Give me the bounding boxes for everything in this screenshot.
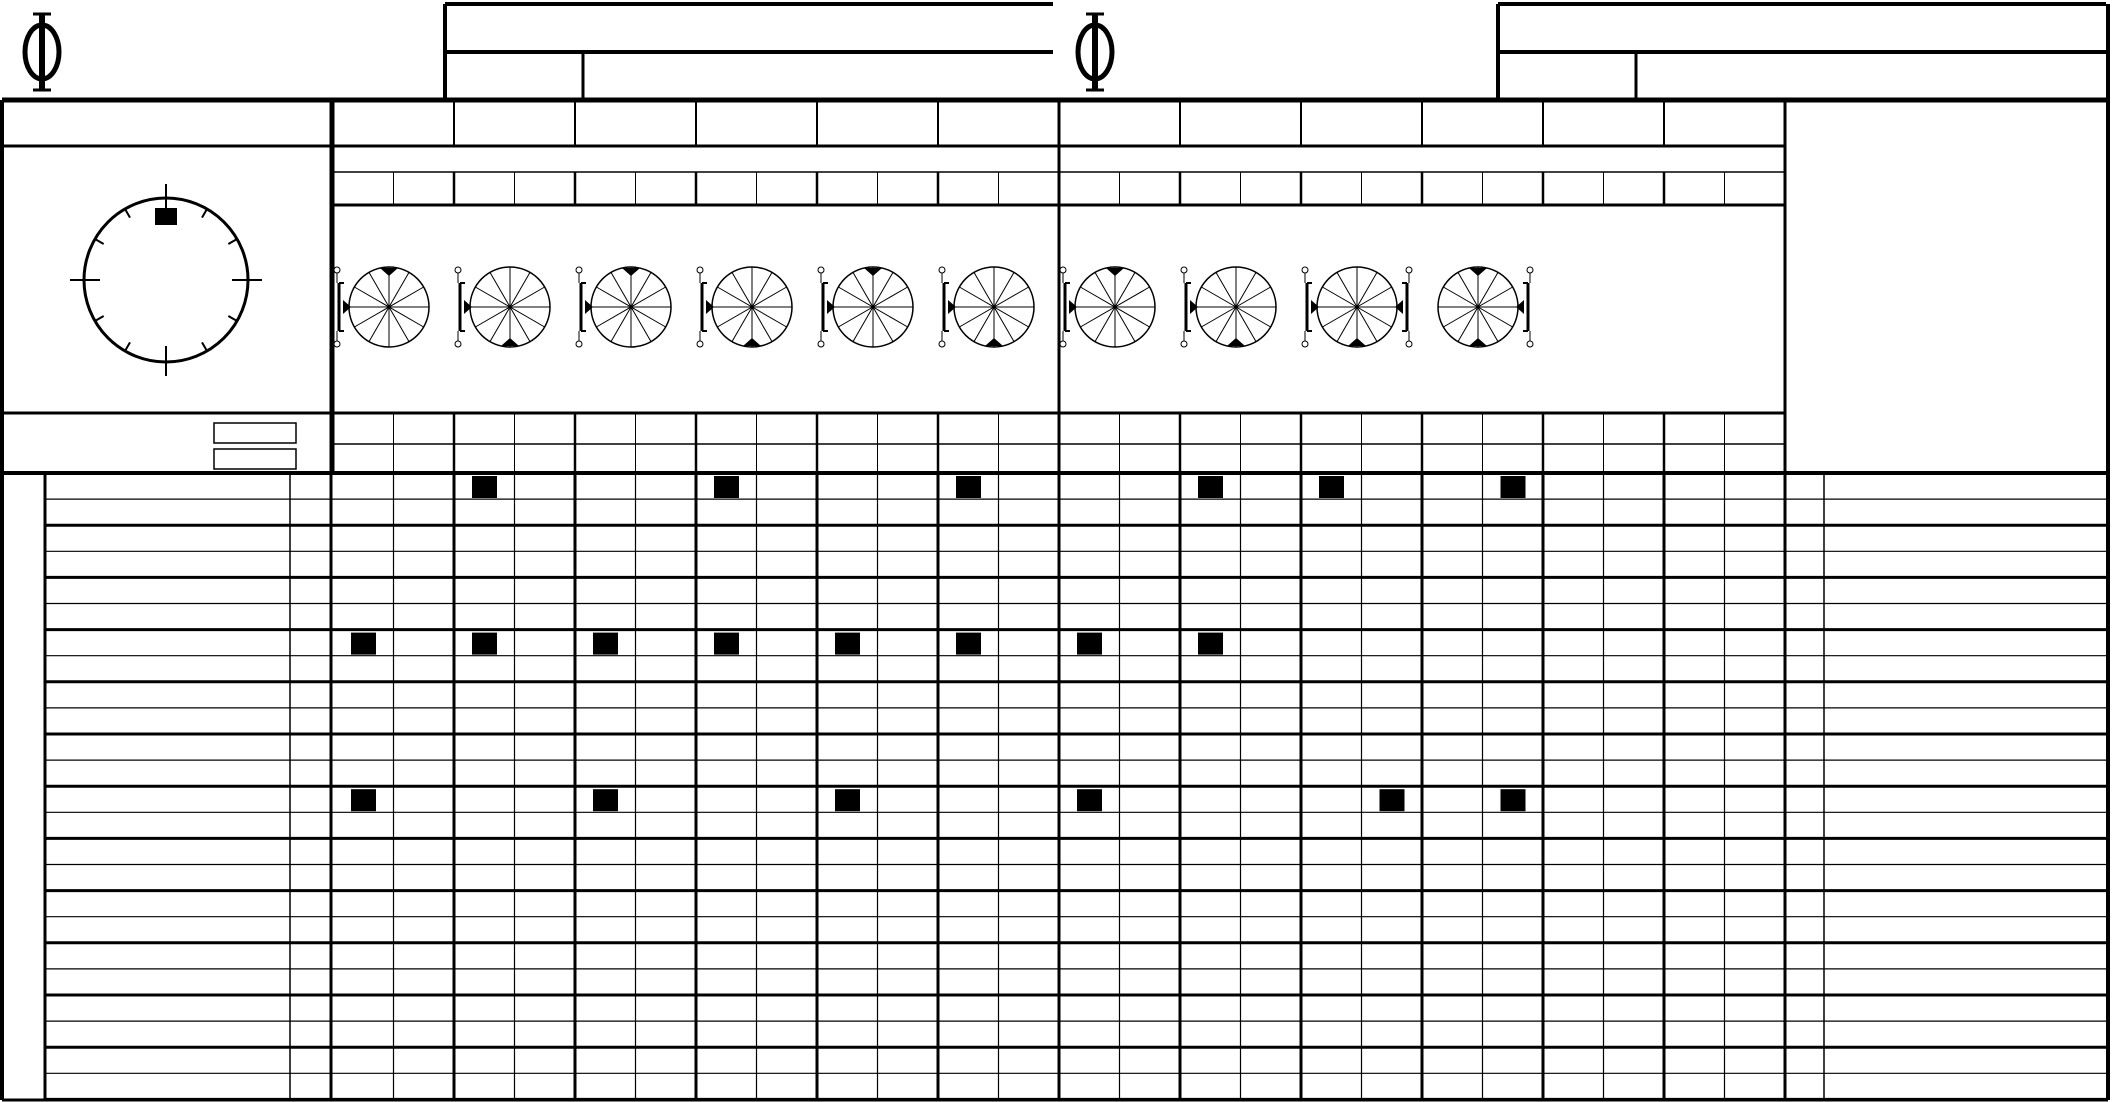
dial-tick	[228, 239, 237, 244]
closed-contact-mark	[714, 633, 739, 655]
terminal-point	[1406, 267, 1412, 273]
terminal-point	[455, 341, 461, 347]
closed-contact-mark	[956, 633, 981, 655]
terminal-point	[1060, 267, 1066, 273]
terminal-point	[1181, 267, 1187, 273]
kraus-naimer-logo	[25, 14, 59, 90]
terminal-point	[1181, 341, 1187, 347]
closed-contact-mark	[472, 633, 497, 655]
closed-contact-mark	[1380, 789, 1405, 811]
closed-contact-mark	[472, 476, 497, 498]
closed-contact-mark	[593, 789, 618, 811]
contact-diagram	[939, 267, 1034, 347]
contact-diagram	[334, 267, 429, 347]
contact-diagram	[1060, 267, 1155, 347]
terminal-point	[1406, 341, 1412, 347]
terminal-point	[818, 341, 824, 347]
closed-contact-mark	[1198, 476, 1223, 498]
contact-diagram	[697, 267, 792, 347]
terminal-point	[576, 341, 582, 347]
terminal-point	[939, 267, 945, 273]
kraus-naimer-logo	[1078, 14, 1112, 90]
terminal-point	[1527, 267, 1533, 273]
terminal-point	[576, 267, 582, 273]
escutcheon-dial	[70, 184, 262, 376]
contact-diagram	[455, 267, 550, 347]
terminal-point	[697, 267, 703, 273]
dial-tick	[95, 239, 104, 244]
terminal-point	[1527, 341, 1533, 347]
terminal-point	[334, 267, 340, 273]
closed-contact-mark	[835, 789, 860, 811]
terminal-point	[1060, 341, 1066, 347]
closed-contact-mark	[1198, 633, 1223, 655]
terminal-point	[697, 341, 703, 347]
closed-contact-mark	[1501, 789, 1526, 811]
closed-contact-mark	[351, 633, 376, 655]
grid-lines	[2, 4, 2108, 1100]
dial-tick	[202, 209, 207, 218]
contact-diagram	[1181, 267, 1276, 347]
closed-contact-mark	[351, 789, 376, 811]
closed-contact-mark	[1077, 789, 1102, 811]
dial-tick	[125, 342, 130, 351]
closed-contact-mark	[714, 476, 739, 498]
contact-diagram	[576, 267, 671, 347]
dial-tick	[202, 342, 207, 351]
closed-contact-mark	[1501, 476, 1526, 498]
dial-tick	[228, 316, 237, 321]
terminal-point	[1302, 341, 1308, 347]
dial-tick	[95, 316, 104, 321]
contact-diagram	[818, 267, 913, 347]
closed-contact-mark	[593, 633, 618, 655]
total-angle-box	[214, 449, 296, 469]
dial-selected-marker	[155, 208, 177, 225]
contact-diagram	[1438, 267, 1533, 347]
terminal-point	[455, 267, 461, 273]
closed-contact-mark	[956, 476, 981, 498]
terminal-point	[334, 341, 340, 347]
contact-diagram	[1302, 267, 1412, 347]
closed-contact-mark	[835, 633, 860, 655]
terminal-point	[939, 341, 945, 347]
terminal-point	[1302, 267, 1308, 273]
closed-contact-mark	[1077, 633, 1102, 655]
closed-contact-mark	[1319, 476, 1344, 498]
contact-diagrams	[334, 267, 1533, 347]
terminal-point	[818, 267, 824, 273]
dial-tick	[125, 209, 130, 218]
switching-angle-box	[214, 423, 296, 443]
